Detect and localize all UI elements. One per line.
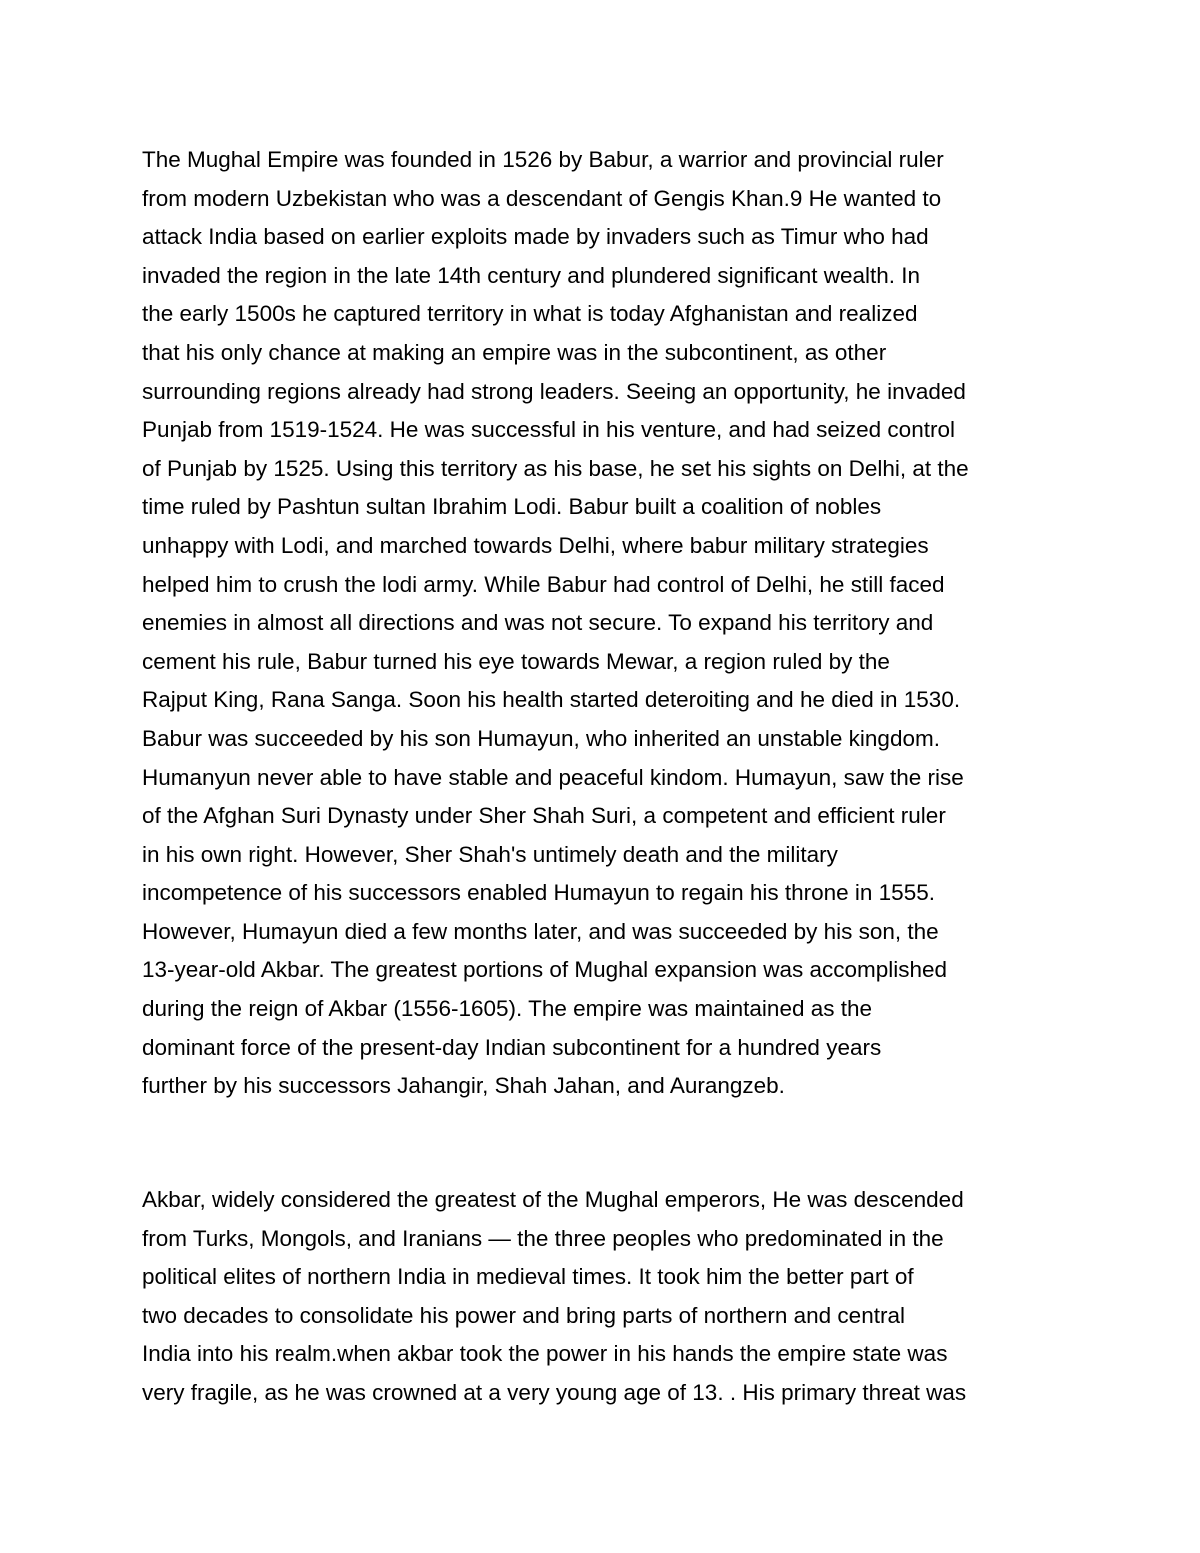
text-line: from Turks, Mongols, and Iranians — the three peoples who predominated in the [142, 1225, 944, 1251]
text-line: of Punjab by 1525. Using this territory as his base, he set his sights on Delhi, at the [142, 455, 969, 481]
text-line: during the reign of Akbar (1556-1605). The empire was maintained as the [142, 996, 873, 1022]
paragraph-mughal-empire-founding [142, 141, 1082, 1106]
paragraph-akbar [142, 1181, 1082, 1413]
text-line: invaded the region in the late 14th century and plundered significant wealth. In [142, 262, 921, 288]
text-line: cement his rule, Babur turned his eye towards Mewar, a region ruled by the [142, 648, 890, 674]
text-line: time ruled by Pashtun sultan Ibrahim Lodi. Babur built a coalition of nobles [142, 494, 882, 520]
text-line: However, Humayun died a few months later, and was succeeded by his son, the [142, 918, 939, 944]
text-line: from modern Uzbekistan who was a descendant of Gengis Khan.9 He wanted to [142, 185, 942, 211]
text-line: Babur was succeeded by his son Humayun, who inherited an unstable kingdom. [142, 725, 940, 751]
text-line: 13-year-old Akbar. The greatest portions of Mughal expansion was accomplished [142, 957, 948, 983]
text-line: Rajput King, Rana Sanga. Soon his health started deteroiting and he died in 1530. [142, 687, 961, 713]
text-line: India into his realm.when akbar took the power in his hands the empire state was [142, 1341, 948, 1367]
text-line: The Mughal Empire was founded in 1526 by Babur, a warrior and provincial ruler [142, 147, 944, 172]
text-line: Akbar, widely considered the greatest of the Mughal emperors, He was descended [142, 1187, 964, 1212]
text-line: in his own right. However, Sher Shah's untimely death and the military [142, 841, 838, 867]
text-line: enemies in almost all directions and was not secure. To expand his territory and [142, 610, 934, 636]
text-line: dominant force of the present-day Indian subcontinent for a hundred years [142, 1034, 882, 1060]
text-line: surrounding regions already had strong leaders. Seeing an opportunity, he invaded [142, 378, 966, 404]
text-line: attack India based on earlier exploits made by invaders such as Timur who had [142, 224, 929, 250]
text-line: political elites of northern India in medieval times. It took him the better part of [142, 1264, 914, 1290]
text-line: unhappy with Lodi, and marched towards Delhi, where babur military strategies [142, 532, 929, 558]
text-line: very fragile, as he was crowned at a very young age of 13. . His primary threat was [142, 1379, 967, 1405]
text-line: that his only chance at making an empire was in the subcontinent, as other [142, 339, 887, 365]
text-line: two decades to consolidate his power and bring parts of northern and central [142, 1302, 905, 1328]
text-line: Punjab from 1519-1524. He was successful in his venture, and had seized control [142, 417, 955, 443]
text-line: helped him to crush the lodi army. While Babur had control of Delhi, he still faced [142, 571, 945, 597]
text-line: incompetence of his successors enabled Humayun to regain his throne in 1555. [142, 880, 935, 906]
text-line: further by his successors Jahangir, Shah Jahan, and Aurangzeb. [142, 1073, 785, 1099]
text-line: Humanyun never able to have stable and peaceful kindom. Humayun, saw the rise [142, 764, 964, 790]
text-line: of the Afghan Suri Dynasty under Sher Shah Suri, a competent and efficient ruler [142, 803, 946, 829]
text-line: the early 1500s he captured territory in what is today Afghanistan and realized [142, 301, 918, 327]
